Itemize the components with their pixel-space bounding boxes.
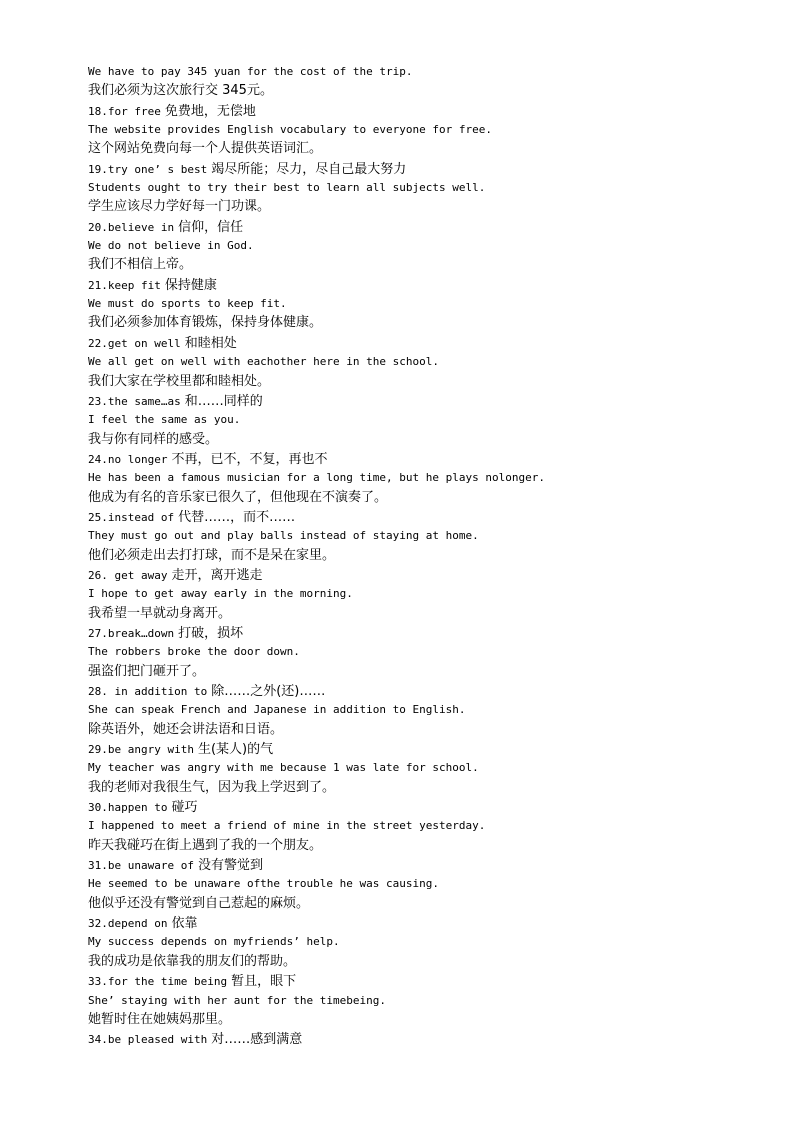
entry-phrase: 21.keep fit (88, 278, 161, 292)
entry-example-en: He has been a famous musician for a long time, but he plays nolonger. (88, 471, 545, 485)
entry-example-en: I hope to get away early in the morning. (88, 587, 353, 601)
entry-example-en: He seemed to be unaware ofthe trouble he was causing. (88, 877, 439, 891)
entry-heading (88, 855, 778, 874)
entry-heading (88, 739, 778, 758)
entry-example-en: We do not believe in God. (88, 239, 254, 253)
entry-phrase: 27.break…down (88, 626, 175, 640)
entry-example-en: We must do sports to keep fit. (88, 297, 287, 311)
entry-gloss: 竭尽所能；尽力，尽自己最大努力 (211, 161, 407, 177)
entry-phrase: 23.the same…as (88, 394, 181, 408)
entry-phrase: 20.believe in (88, 220, 175, 234)
entry-20 (88, 217, 778, 275)
entry-heading (88, 217, 778, 236)
entry-34 (88, 1029, 778, 1048)
entry-gloss: 除……之外(还)…… (211, 684, 326, 699)
entry-example-en: I happened to meet a friend of mine in the street yesterday. (88, 819, 486, 833)
entry-gloss: 走开，离开逃走 (171, 567, 263, 583)
entry-example-cn: 我与你有同样的感受。 (88, 431, 219, 447)
entry-24 (88, 449, 778, 507)
entry-example-cn: 这个网站免费向每一个人提供英语词汇。 (88, 141, 323, 157)
entry-heading (88, 681, 778, 700)
entry-phrase: 22.get on well (88, 336, 181, 350)
entry-phrase: 30.happen to (88, 801, 168, 815)
entry-heading (88, 333, 778, 352)
entry-heading (88, 623, 778, 642)
entry-27 (88, 623, 778, 681)
entry-21 (88, 275, 778, 333)
entry-phrase: 28. in addition to (88, 685, 208, 698)
entry-23 (88, 391, 778, 449)
entry-example-cn: 他们必须走出去打打球，而不是呆在家里。 (88, 547, 336, 563)
entry-list (88, 101, 778, 1049)
entry-phrase: 34.be pleased with (88, 1033, 208, 1047)
entry-heading (88, 449, 778, 468)
entry-heading (88, 275, 778, 294)
entry-heading (88, 101, 778, 120)
entry-example-cn: 我希望一早就动身离开。 (88, 605, 232, 621)
entry-phrase: 26. get away (88, 568, 168, 582)
entry-gloss: 和睦相处 (184, 335, 237, 351)
entry-19 (88, 159, 778, 217)
entry-gloss: 没有警觉到 (197, 858, 263, 874)
entry-example-en: I feel the same as you. (88, 413, 241, 427)
entry-heading (88, 1029, 778, 1048)
entry-example-cn: 我们不相信上帝。 (88, 257, 193, 273)
entry-28 (88, 681, 778, 739)
entry-example-cn: 我们大家在学校里都和睦相处。 (88, 373, 271, 389)
entry-example-cn: 她暂时住在她姨妈那里。 (88, 1011, 232, 1027)
entry-phrase: 33.for the time being (88, 975, 228, 989)
entry-example-cn: 他似乎还没有警觉到自己惹起的麻烦。 (88, 895, 310, 911)
entry-33 (88, 971, 778, 1029)
entry-gloss: 生(某人)的气 (197, 742, 274, 758)
entry-gloss: 保持健康 (164, 277, 217, 293)
entry-heading (88, 159, 778, 178)
entry-gloss: 依靠 (171, 916, 198, 932)
entry-example-en: My teacher was angry with me because 1 was late for school. (88, 761, 479, 775)
entry-phrase: 25.instead of (88, 510, 175, 524)
entry-heading (88, 507, 778, 526)
entry-example-cn: 除英语外，她还会讲法语和日语。 (88, 721, 284, 737)
entry-gloss: 暂且，眼下 (231, 974, 297, 990)
entry-26 (88, 565, 778, 623)
entry-gloss: 碰巧 (171, 800, 198, 816)
entry-example-cn: 我们必须参加体育锻炼，保持身体健康。 (88, 315, 323, 331)
entry-example-en: We all get on well with eachother here in the school. (88, 355, 439, 369)
entry-phrase: 24.no longer (88, 452, 168, 466)
entry-gloss: 免费地，无偿地 (164, 103, 256, 119)
entry-example-cn: 他成为有名的音乐家已很久了，但他现在不演奏了。 (88, 489, 388, 505)
entry-29 (88, 739, 778, 797)
entry-31 (88, 855, 778, 913)
entry-18 (88, 101, 778, 159)
entry-gloss: 不再，已不，不复，再也不 (171, 451, 328, 467)
entry-phrase: 19.try one’ s best (88, 162, 208, 176)
entry-heading (88, 391, 778, 410)
entry-25 (88, 507, 778, 565)
entry-gloss: 打破，损坏 (178, 625, 244, 641)
entry-gloss: 代替……，而不…… (178, 509, 296, 525)
entry-32 (88, 913, 778, 971)
entry-phrase: 32.depend on (88, 917, 168, 931)
entry-heading (88, 797, 778, 816)
entry-example-cn: 我的成功是依靠我的朋友们的帮助。 (88, 953, 297, 969)
entry-example-en: She can speak French and Japanese in addition to English. (88, 703, 466, 717)
entry-gloss: 信仰，信任 (178, 219, 244, 235)
intro-example-cn: 我们必须为这次旅行交 345元。 (88, 83, 273, 99)
entry-example-en: They must go out and play balls instead of staying at home. (88, 529, 479, 543)
entry-heading (88, 565, 778, 584)
document-page (88, 62, 778, 1049)
entry-phrase: 31.be unaware of (88, 859, 194, 873)
entry-22 (88, 333, 778, 391)
entry-example-en: She’ staying with her aunt for the timebeing. (88, 993, 387, 1007)
entry-example-en: My success depends on myfriends’ help. (88, 935, 340, 949)
entry-30 (88, 797, 778, 855)
entry-phrase: 29.be angry with (88, 743, 194, 757)
entry-heading (88, 913, 778, 932)
entry-example-en: The website provides English vocabulary to everyone for free. (88, 123, 492, 137)
entry-example-en: The robbers broke the door down. (88, 645, 300, 659)
entry-example-cn: 强盗们把门砸开了。 (88, 663, 206, 679)
entry-gloss: 对……感到满意 (211, 1032, 303, 1048)
entry-heading (88, 971, 778, 990)
entry-phrase: 18.for free (88, 104, 161, 118)
entry-example-cn: 昨天我碰巧在街上遇到了我的一个朋友。 (88, 837, 323, 853)
entry-example-en: Students ought to try their best to learn all subjects well. (88, 181, 486, 195)
entry-example-cn: 我的老师对我很生气，因为我上学迟到了。 (88, 779, 336, 795)
entry-gloss: 和……同样的 (184, 393, 263, 409)
entry-example-cn: 学生应该尽力学好每一门功课。 (88, 199, 271, 215)
intro-example-en: We have to pay 345 yuan for the cost of the trip. (88, 65, 413, 78)
